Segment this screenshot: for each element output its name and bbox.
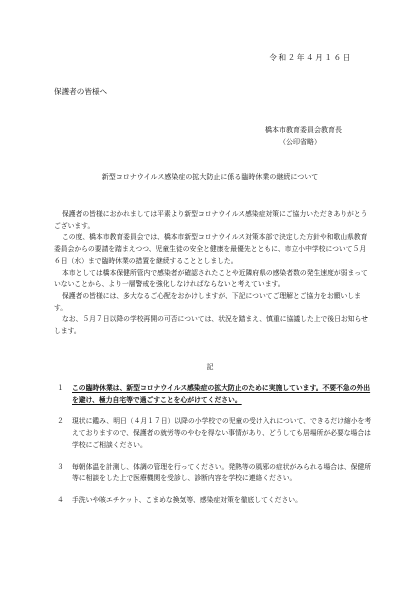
item-number: ４ xyxy=(57,495,64,504)
paragraph: 保護者の皆様におかれましては平素より新型コロナウイルス感染症対策にご協力いただきありがとうございます。 xyxy=(54,210,368,230)
paragraph: この度、橋本市教育委員会では、橋本市新型コロナウイルス対策本部で決定した方針や和歌山県教育委員会からの要請を踏まえつつ、児童生徒の安全と健康を最優先とともに、市立小中学校について５月６日（水）まで臨時休業の措置を継続することとしました。 xyxy=(54,233,368,265)
paragraph: 本市としては橋本保健所管内で感染者が確認されたことや近隣府県の感染者数の発生速度が弱まっていないことから、より一層警戒を強化しなければならないと考えています。 xyxy=(54,268,368,289)
item-text: この臨時休業は、新型コロナウイルス感染症の拡大防止のために実施しています。不要不急の外出を避け、極力自宅等で過ごすことを心がけてください。 xyxy=(72,384,371,404)
item-text: 手洗いや咳エチケット、こまめな換気等、感染症対策を徹底してください。 xyxy=(72,495,302,504)
item-number: ２ xyxy=(57,417,64,426)
item-number: ３ xyxy=(57,462,64,471)
paragraph: 保護者の皆様には、多大なるご心配をおかけしますが、下記についてご理解とご協力をお願いします。 xyxy=(54,291,361,312)
list-item xyxy=(54,495,372,507)
sender-organization: 橋本市教育委員会教育長 xyxy=(265,126,342,134)
item-text: 毎朝体温を計測し、体調の管理を行ってください。発熱等の風邪の症状がみられる場合は、保健所等に相談をした上で医療機関を受診し、診断内容を学校に連絡ください。 xyxy=(72,462,372,483)
body-text xyxy=(54,209,372,338)
list-item xyxy=(54,383,372,406)
item-number: １ xyxy=(57,384,64,392)
list-item xyxy=(54,416,372,451)
item-text: 現状に鑑み、明日（４月１７日）以降の小学校での児童の受け入れについて、できるだけ縮小を考えておりますので、保護者の就労等のやむを得ない事情があり、どうしても居場所が必要な場合は学校にご相談ください。 xyxy=(72,417,372,449)
document-title: 新型コロナウイルス感染症の拡大防止に係る臨時休業の継続について xyxy=(101,173,319,181)
sender-block xyxy=(265,125,342,148)
sender-seal-note: （公印省略） xyxy=(279,137,321,146)
list-item xyxy=(54,462,372,485)
paragraph: なお、５月７日以降の学校再開の可否については、状況を踏まえ、慎重に協議した上で後日お知らせします。 xyxy=(54,315,368,336)
notice-list xyxy=(54,383,372,517)
document-date: 令和２年４月１６日 xyxy=(269,53,352,62)
ki-heading: 記 xyxy=(206,363,214,371)
addressee: 保護者の皆様へ xyxy=(54,87,108,96)
